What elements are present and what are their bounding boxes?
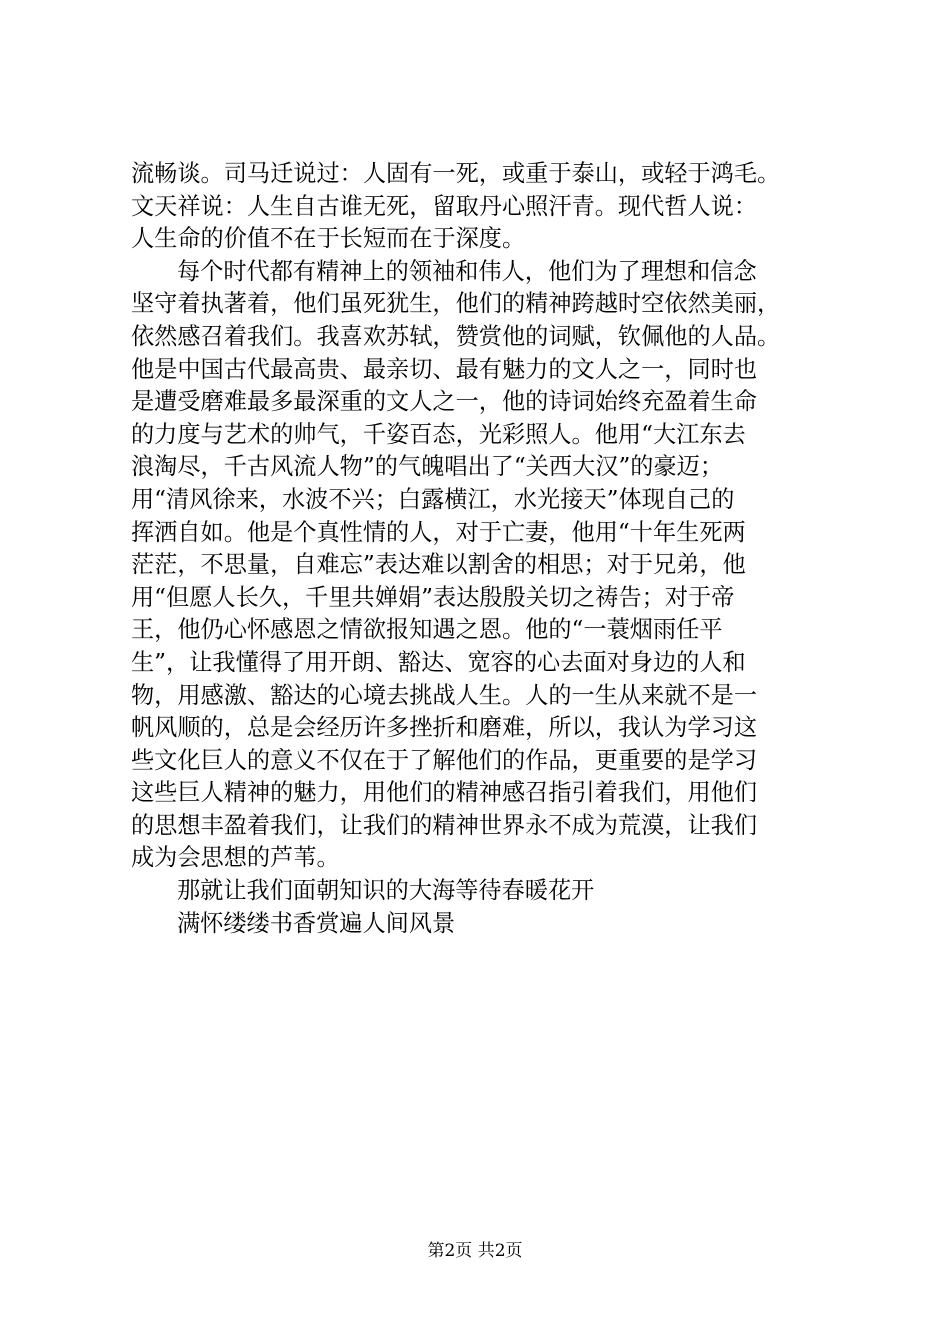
- text-line: 用“清风徐来，水波不兴；白露横江，水光接天”体现自己的: [131, 485, 735, 513]
- text-line: 他是中国古代最高贵、最亲切、最有魅力的文人之一，同时也: [131, 355, 758, 383]
- text-line: 依然感召着我们。我喜欢苏轼，赞赏他的词赋，钦佩他的人品。: [131, 322, 781, 350]
- text-line: 流畅谈。司马迁说过：人固有一死，或重于泰山，或轻于鸿毛。: [131, 160, 781, 187]
- text-line: 浪淘尽，千古风流人物”的气魄唱出了“关西大汉”的豪迈；: [131, 453, 724, 481]
- text-line: 茫茫，不思量，自难忘”表达难以割舍的相思；对于兄弟，他: [131, 551, 746, 579]
- text-line: 挥洒自如。他是个真性情的人，对于亡妻，他用“十年生死两: [131, 518, 746, 546]
- text-line: 物，用感激、豁达的心境去挑战人生。人的一生从来就不是一: [131, 681, 758, 709]
- text-line: 生”，让我懂得了用开朗、豁达、宽容的心去面对身边的人和: [131, 648, 746, 676]
- text-line: 帆风顺的，总是会经历许多挫折和磨难，所以，我认为学习这: [131, 714, 758, 742]
- text-line: 这些巨人精神的魅力，用他们的精神感召指引着我们，用他们: [131, 779, 758, 807]
- paragraph-first-line: 每个时代都有精神上的领袖和伟人，他们为了理想和信念: [177, 257, 757, 285]
- text-line: 用“但愿人长久，千里共婵娟”表达殷殷关切之祷告；对于帝: [131, 583, 735, 611]
- page-footer: 第2页 共2页: [427, 1241, 523, 1261]
- text-line: 坚守着执著着，他们虽死犹生，他们的精神跨越时空依然美丽，: [131, 290, 781, 318]
- poem-line: 满怀缕缕书香赏遍人间风景: [177, 909, 456, 937]
- text-line: 王，他仍心怀感恩之情欲报知遇之恩。他的“一蓑烟雨任平: [131, 616, 723, 644]
- poem-line: 那就让我们面朝知识的大海等待春暖花开: [177, 877, 595, 905]
- text-line: 些文化巨人的意义不仅在于了解他们的作品，更重要的是学习: [131, 746, 758, 774]
- text-line: 的力度与艺术的帅气，千姿百态，光彩照人。他用“大江东去: [131, 420, 746, 448]
- text-line: 是遭受磨难最多最深重的文人之一，他的诗词始终充盈着生命: [131, 388, 758, 416]
- body-text: [131, 158, 841, 940]
- text-line: 的思想丰盈着我们，让我们的精神世界永不成为荒漠，让我们: [131, 811, 758, 839]
- text-line: 人生命的价值不在于长短而在于深度。: [131, 225, 526, 253]
- text-line: 文天祥说：人生自古谁无死，留取丹心照汗青。现代哲人说：: [131, 192, 758, 220]
- text-line: 成为会思想的芦苇。: [131, 844, 340, 872]
